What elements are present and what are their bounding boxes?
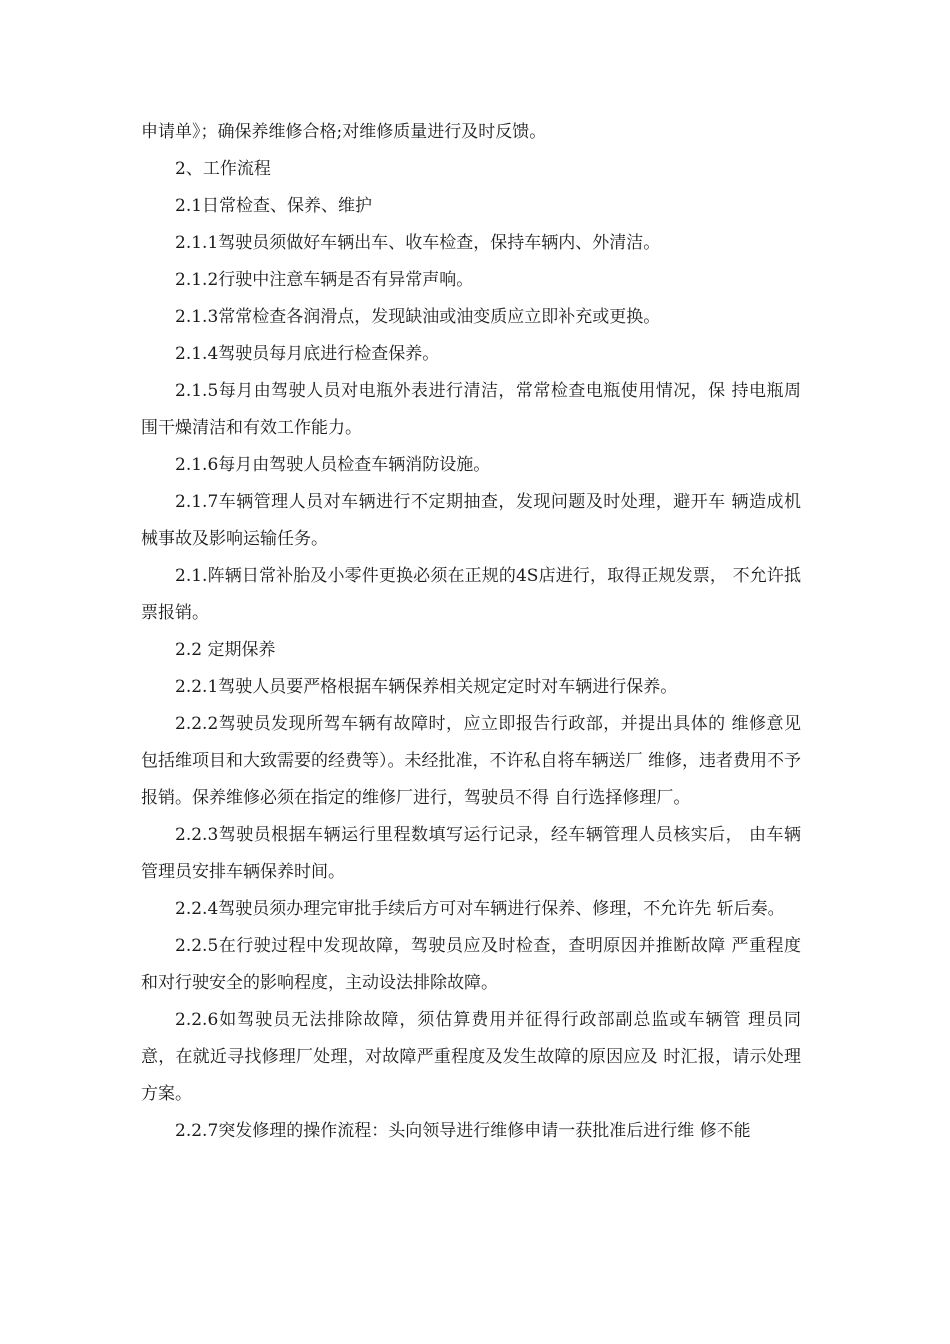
clause-2-2-2: 2.2.2驾驶员发现所驾车辆有故障时，应立即报告行政部，并提出具体的 维修意见包括维项目和大致需要的经费等）。未经批准，不许私自将车辆送厂 维修，违者费用不予报销。保养维修必须在指定的维修厂进行，驾驶员不得 自行选择修理厂。 xyxy=(141,714,801,808)
clause-2-1-5: 2.1.5每月由驾驶人员对电瓶外表进行清洁，常常检查电瓶使用情况，保 持电瓶周围干燥清洁和有效工作能力。 xyxy=(141,381,801,438)
clause-2-2-4: 2.2.4驾驶员须办理完审批手续后方可对车辆进行保养、修理，不允许先 斩后奏。 xyxy=(175,899,785,919)
clause-2-1-1: 2.1.1驾驶员须做好车辆出车、收车检查，保持车辆内、外清洁。 xyxy=(175,233,661,253)
document-body xyxy=(141,114,801,1150)
clause-2-1-3: 2.1.3常常检查各润滑点，发现缺油或油变质应立即补充或更换。 xyxy=(175,307,661,327)
clause-2-2-1: 2.2.1驾驶人员要严格根据车辆保养相关规定定时对车辆进行保养。 xyxy=(175,677,678,697)
clause-2-2-7: 2.2.7突发修理的操作流程：头向领导进行维修申请一获批准后进行维 修不能 xyxy=(175,1121,751,1141)
section-heading-workflow: 2、工作流程 xyxy=(175,159,271,179)
clause-2-2-6: 2.2.6如驾驶员无法排除故障，须估算费用并征得行政部副总监或车辆管 理员同意，在就近寻找修理厂处理，对故障严重程度及发生故障的原因应及 时汇报，请示处理方案。 xyxy=(141,1010,801,1104)
subsection-heading-daily-check: 2.1日常检查、保养、维护 xyxy=(175,196,373,216)
paragraph-continuation: 申请单》；确保养维修合格;对维修质量进行及时反馈。 xyxy=(141,122,547,142)
clause-2-1-8: 2.1.阵辆日常补胎及小零件更换必须在正规的4S店进行，取得正规发票， 不允许抵票报销。 xyxy=(141,566,801,623)
clause-2-1-7: 2.1.7车辆管理人员对车辆进行不定期抽查，发现问题及时处理，避开车 辆造成机械事故及影响运输任务。 xyxy=(141,492,801,549)
clause-2-1-2: 2.1.2行驶中注意车辆是否有异常声响。 xyxy=(175,270,474,290)
clause-2-2-3: 2.2.3驾驶员根据车辆运行里程数填写运行记录，经车辆管理人员核实后， 由车辆管理员安排车辆保养时间。 xyxy=(141,825,801,882)
clause-2-1-4: 2.1.4驾驶员每月底进行检查保养。 xyxy=(175,344,440,364)
subsection-heading-scheduled-maintenance: 2.2 定期保养 xyxy=(175,640,276,660)
clause-2-1-6: 2.1.6每月由驾驶人员检查车辆消防设施。 xyxy=(175,455,491,475)
clause-2-2-5: 2.2.5在行驶过程中发现故障，驾驶员应及时检查，查明原因并推断故障 严重程度和对行驶安全的影响程度，主动设法排除故障。 xyxy=(141,936,801,993)
